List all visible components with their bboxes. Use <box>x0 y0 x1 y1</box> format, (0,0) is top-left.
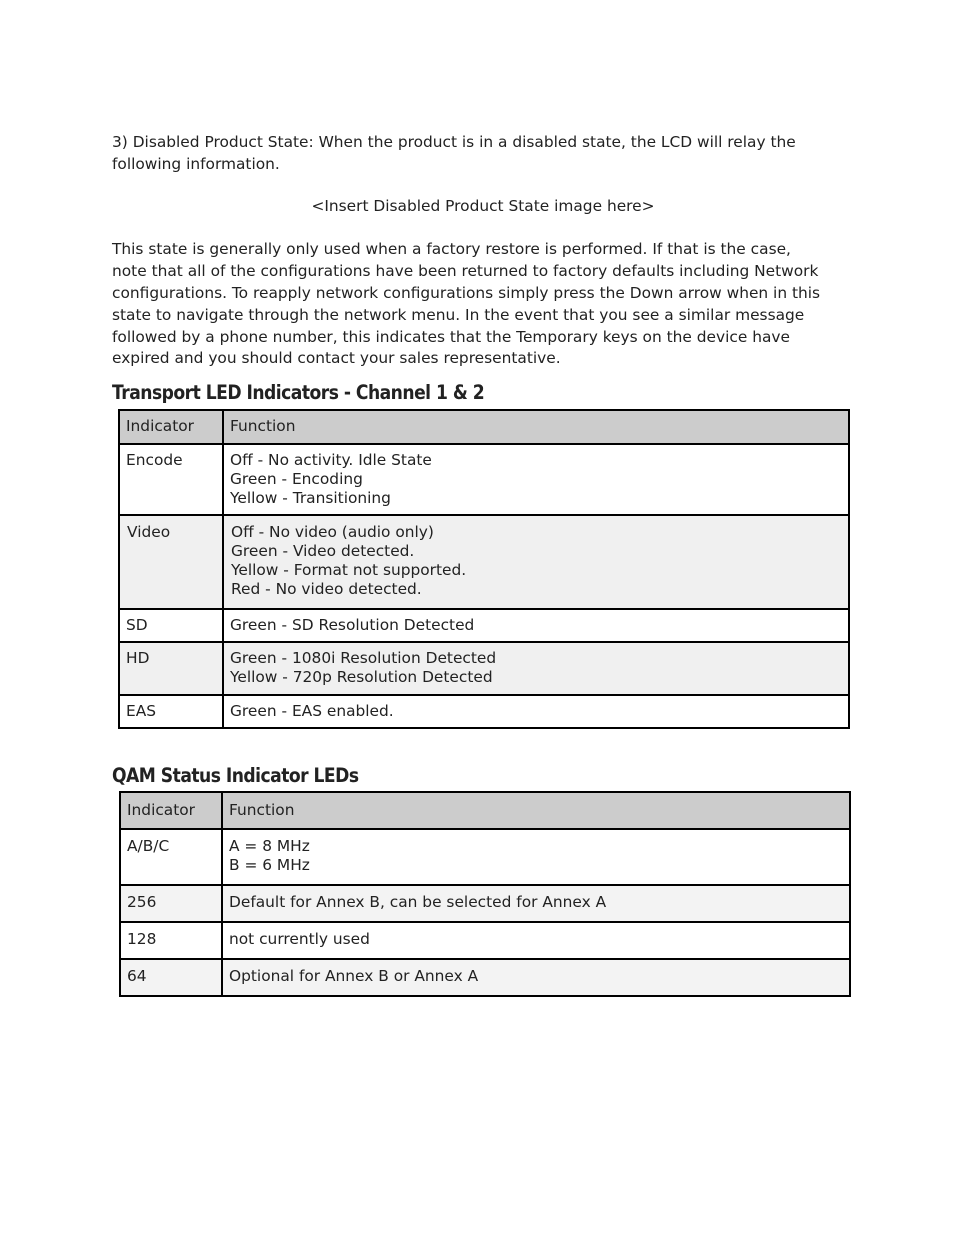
image-placeholder: <Insert Disabled Product State image here> <box>311 196 655 215</box>
function-line: Yellow - Format not supported. <box>231 561 467 580</box>
indicator-cell <box>120 829 222 885</box>
table-row <box>120 959 850 996</box>
header-indicator: Indicator <box>127 801 196 820</box>
table-row <box>120 829 850 885</box>
indicator-cell <box>120 922 222 959</box>
function-line: not currently used <box>229 930 370 949</box>
table-row <box>119 695 849 728</box>
table-header-row <box>120 792 850 829</box>
qam-status-table <box>119 791 851 997</box>
header-function: Function <box>230 417 296 436</box>
indicator-text: SD <box>126 616 148 635</box>
indicator-cell <box>119 444 223 515</box>
table-row <box>119 642 849 695</box>
function-line: Green - EAS enabled. <box>230 702 394 721</box>
header-cell <box>223 410 849 444</box>
intro-line: following information. <box>112 154 280 173</box>
qam-table-heading: QAM Status Indicator LEDs <box>112 764 359 788</box>
intro-line: 3) Disabled Product State: When the product is in a disabled state, the LCD will relay the <box>112 133 796 151</box>
intro-paragraph <box>112 132 842 176</box>
indicator-text: EAS <box>126 702 157 721</box>
document-page <box>112 132 842 997</box>
function-line: Green - 1080i Resolution Detected <box>230 649 497 668</box>
transport-led-table <box>118 409 850 729</box>
function-line: B = 6 MHz <box>229 856 310 875</box>
function-line: Default for Annex B, can be selected for Annex A <box>229 893 607 912</box>
indicator-text: Encode <box>126 451 183 470</box>
header-function: Function <box>229 801 295 820</box>
function-cell <box>222 959 850 996</box>
table-row <box>119 515 849 609</box>
header-cell <box>119 410 223 444</box>
indicator-cell <box>119 695 223 728</box>
indicator-text: HD <box>126 649 150 668</box>
transport-table-heading: Transport LED Indicators - Channel 1 & 2 <box>112 381 485 405</box>
table-header-row <box>119 410 849 444</box>
body-line: This state is generally only used when a factory restore is performed. If that is the case, <box>112 240 791 259</box>
body-line: followed by a phone number, this indicates that the Temporary keys on the device have <box>112 327 790 346</box>
header-cell <box>120 792 222 829</box>
body-line: note that all of the configurations have been returned to factory defaults including Network <box>112 262 819 281</box>
indicator-cell <box>119 515 223 609</box>
header-indicator: Indicator <box>126 417 195 436</box>
table-row <box>120 922 850 959</box>
body-line: configurations. To reapply network configurations simply press the Down arrow when in this <box>112 283 821 302</box>
indicator-cell <box>119 609 223 642</box>
function-line: Green - SD Resolution Detected <box>230 616 475 635</box>
function-line: Green - Encoding <box>230 470 363 489</box>
function-line: Red - No video detected. <box>231 580 422 599</box>
indicator-text: Video <box>127 523 171 542</box>
table-row <box>119 444 849 515</box>
indicator-cell <box>120 885 222 922</box>
body-line: expired and you should contact your sales representative. <box>112 349 561 368</box>
function-cell <box>223 695 849 728</box>
function-cell <box>223 642 849 695</box>
indicator-cell <box>120 959 222 996</box>
function-line: Off - No video (audio only) <box>231 523 434 542</box>
function-cell <box>222 829 850 885</box>
body-paragraph <box>112 239 842 370</box>
function-line: Yellow - Transitioning <box>230 489 391 508</box>
indicator-text: 256 <box>127 893 157 912</box>
header-cell <box>222 792 850 829</box>
function-cell <box>223 515 849 609</box>
function-line: Optional for Annex B or Annex A <box>229 967 479 986</box>
function-cell <box>222 922 850 959</box>
table-row <box>120 885 850 922</box>
table-row <box>119 609 849 642</box>
function-line: Off - No activity. Idle State <box>230 451 432 470</box>
function-line: Yellow - 720p Resolution Detected <box>230 668 493 687</box>
indicator-text: 64 <box>127 967 147 986</box>
indicator-text: 128 <box>127 930 157 949</box>
function-line: Green - Video detected. <box>231 542 415 561</box>
function-cell <box>222 885 850 922</box>
indicator-cell <box>119 642 223 695</box>
function-line: A = 8 MHz <box>229 837 310 856</box>
indicator-text: A/B/C <box>127 837 170 856</box>
function-cell <box>223 609 849 642</box>
body-line: state to navigate through the network menu. In the event that you see a similar message <box>112 305 805 324</box>
function-cell <box>223 444 849 515</box>
